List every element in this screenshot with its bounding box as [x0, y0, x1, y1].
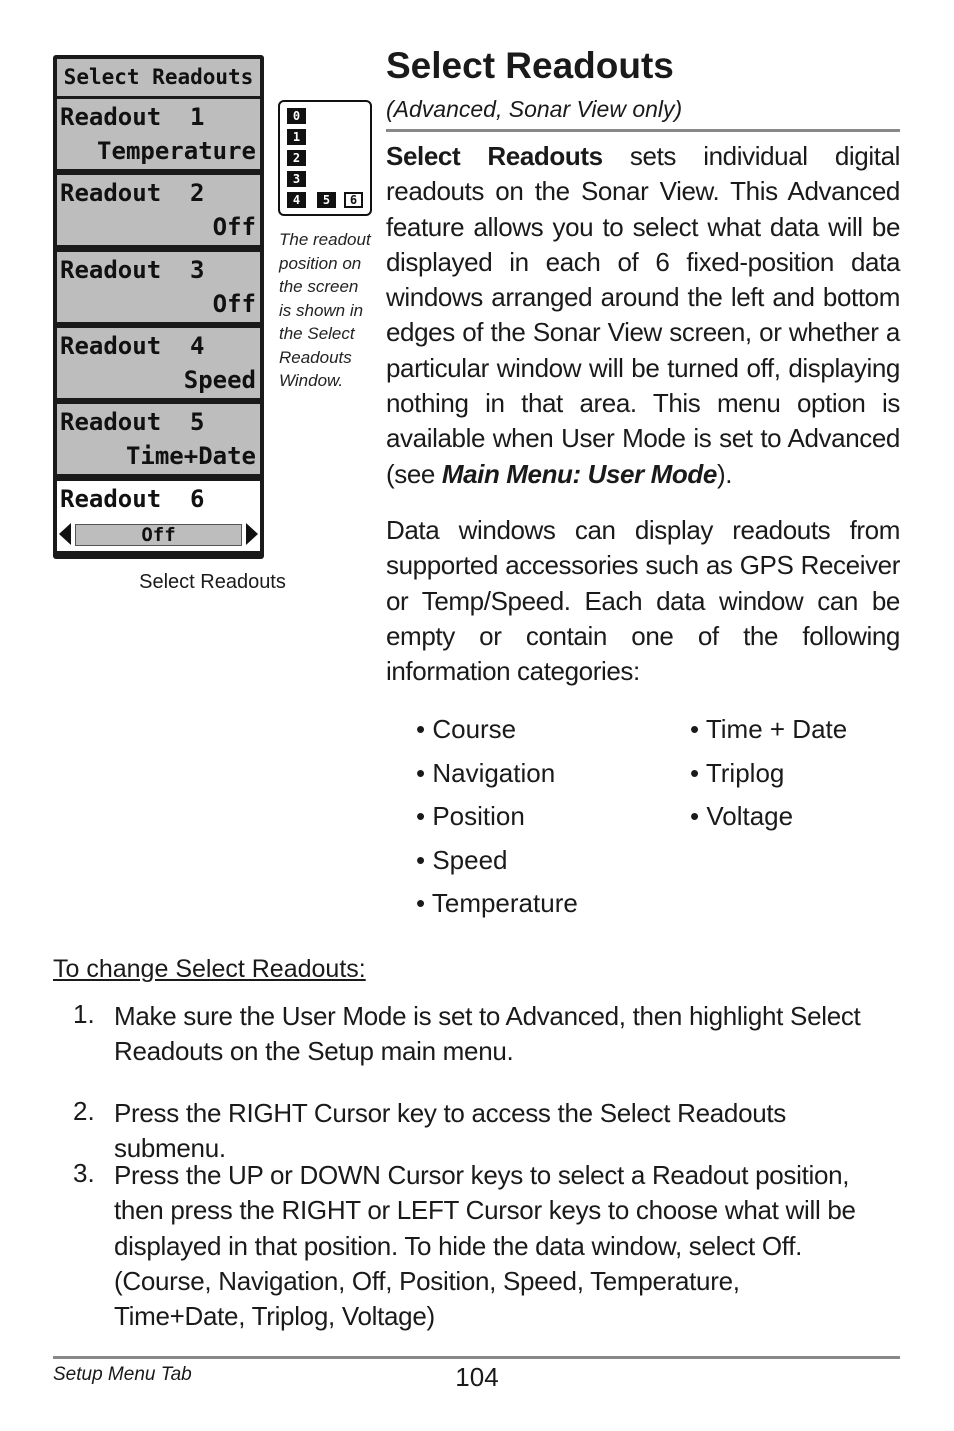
position-box: 2	[287, 150, 306, 166]
category-item: • Temperature	[416, 888, 578, 918]
category-item: • Triplog	[690, 758, 785, 788]
slider-value: Off	[75, 524, 242, 546]
title-divider	[386, 129, 900, 132]
category-item: • Course	[416, 714, 517, 744]
intro-bold: Select Readouts	[386, 141, 603, 171]
right-arrow-icon	[246, 523, 258, 545]
position-box: 6	[344, 192, 363, 208]
page-number: 104	[455, 1362, 499, 1392]
left-arrow-icon	[59, 523, 71, 545]
step-number: 3.	[73, 1158, 95, 1188]
position-box: 1	[287, 129, 306, 145]
menu-item-value: Speed	[183, 366, 256, 394]
readout-position-diagram	[278, 100, 372, 216]
menu-item-value: Off	[212, 290, 256, 318]
menu-item-readout-2	[57, 175, 260, 245]
step-text: Press the RIGHT Cursor key to access the Select Readouts submenu.	[114, 1098, 787, 1164]
value-slider	[59, 521, 258, 547]
step-number: 2.	[73, 1096, 95, 1126]
menu-item-readout-6	[57, 481, 260, 551]
category-item: • Time + Date	[690, 714, 848, 744]
step-text: Make sure the User Mode is set to Advanced, then highlight Select Readouts on the Setup main menu.	[114, 1001, 861, 1067]
category-item: • Navigation	[416, 758, 556, 788]
step-number: 1.	[73, 999, 95, 1029]
intro-reference: Main Menu: User Mode	[441, 458, 717, 489]
menu-item-value: Off	[212, 213, 256, 241]
position-box: 0	[287, 108, 306, 124]
position-box: 5	[317, 192, 336, 208]
page-subtitle: (Advanced, Sonar View only)	[386, 96, 683, 122]
footer-divider	[53, 1356, 900, 1359]
procedure-heading: To change Select Readouts:	[53, 955, 366, 983]
menu-item-label: Readout 4	[60, 332, 205, 360]
step-text: Press the UP or DOWN Cursor keys to select a Readout position, then press the RIGHT or LEFT Cursor keys to choose what will be displayed in that position. To hide the data window, select Off. (Course, Navigation, Off, Position, Speed, Temperature, Time+Date, Triplog, Voltage)	[114, 1160, 856, 1332]
menu-item-label: Readout 2	[60, 179, 205, 207]
menu-item-readout-5	[57, 404, 260, 474]
position-box: 3	[287, 171, 306, 187]
menu-item-readout-3	[57, 252, 260, 322]
menu-item-readout-4	[57, 328, 260, 398]
menu-item-label: Readout 3	[60, 256, 205, 284]
intro-text: sets individual digital readouts on the Sonar View. This Advanced feature allows you to select what data will be displayed in each of 6 fixed-position data windows arranged around the left and bottom edges of the Sonar View screen, or whether a particular window will be turned off, displaying nothing in that area. This menu option is available when User Mode is set to Advanced (see	[386, 141, 901, 489]
menu-item-label: Readout 1	[60, 103, 205, 131]
position-box: 4	[287, 192, 306, 208]
footer-section-name: Setup Menu Tab	[53, 1364, 192, 1385]
intro-paragraph	[386, 139, 900, 492]
menu-item-value: Time+Date	[125, 442, 256, 470]
menu-item-value: Temperature	[97, 137, 256, 165]
menu-item-readout-1	[57, 99, 260, 169]
select-readouts-menu-image	[53, 55, 264, 559]
category-item: • Position	[416, 801, 525, 831]
menu-title: Select Readouts	[57, 59, 260, 96]
intro-end: ).	[716, 458, 733, 489]
category-item: • Speed	[416, 845, 508, 875]
menu-caption: Select Readouts	[139, 571, 286, 593]
category-item: • Voltage	[690, 801, 794, 831]
thumbnail-caption: The readout position on the screen is shown in the Select Readouts Window.	[279, 230, 371, 390]
menu-item-label: Readout 6	[60, 485, 205, 513]
data-windows-paragraph: Data windows can display readouts from supported accessories such as GPS Receiver or Temp/Speed. Each data window can be empty or contain one of the following information categories:	[386, 515, 900, 687]
page-title: Select Readouts	[386, 45, 674, 86]
menu-item-label: Readout 5	[60, 408, 205, 436]
